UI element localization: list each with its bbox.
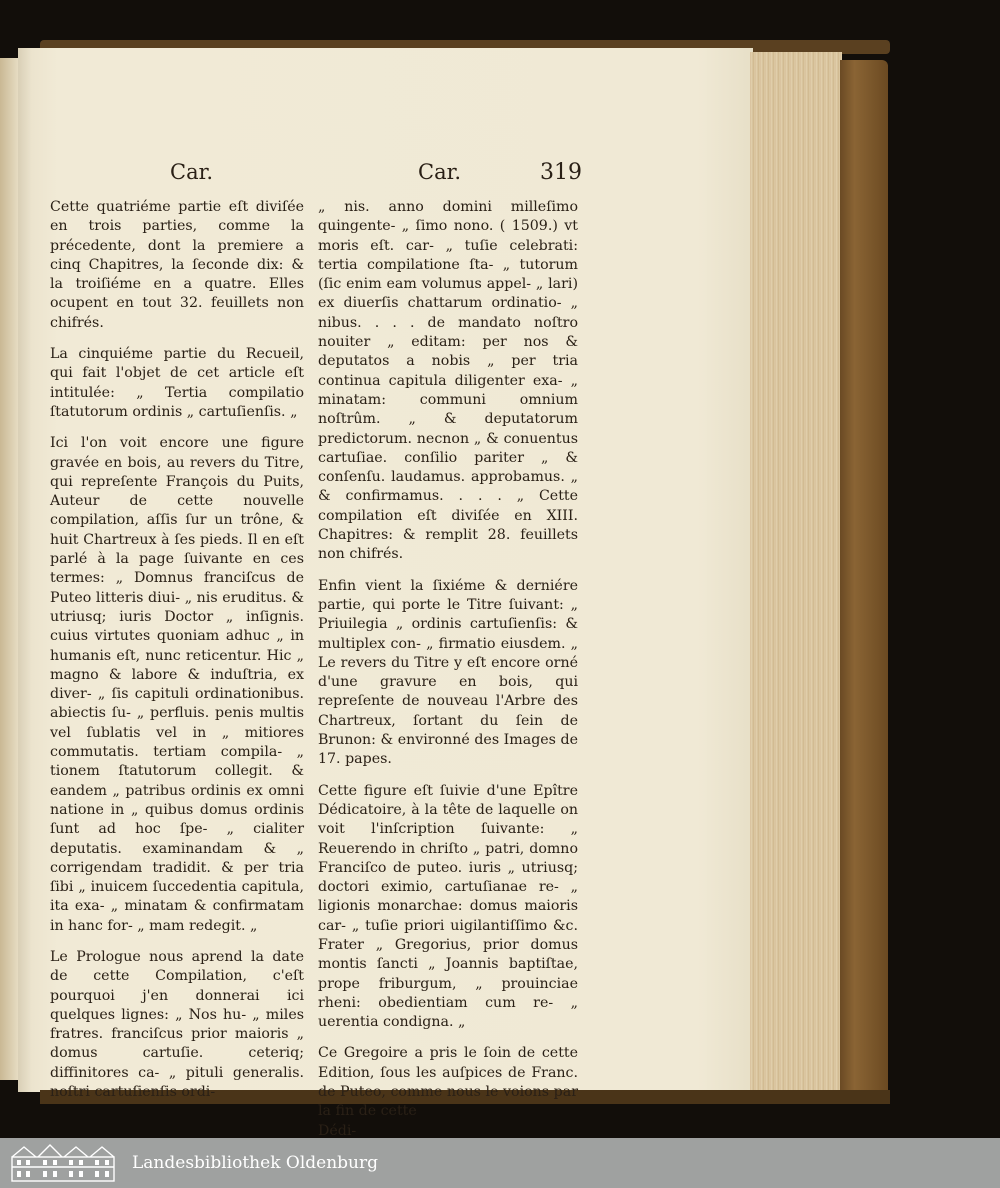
paragraph: Ce Gregoire a pris le ſoin de cette Edition, ſous les auſpices de Franc. de Puteo, comme nous le voions par la fin de cette [318,1045,578,1120]
paragraph: La cinquiéme partie du Recueil, qui fait l'objet de cet article eſt intitulée: „ Tertia compilatio ſtatutorum ordinis „ cartuſienſis. „ [50,346,304,420]
footer-bar [0,1138,1000,1188]
book-cover [840,60,888,1100]
page-fore-edge [750,52,842,1092]
running-head-left: Car. [170,160,213,184]
paragraph: Ici l'on voit encore une figure gravée en bois, au revers du Titre, qui repreſente François du Puits, Auteur de cette nouvelle compilation, aſſis ſur un trône, & huit Chartreux à ſes pieds. Il en eſt parlé à la page ſuivante en ces termes: „ Domnus franciſcus de Puteo litteris diui- „ nis eruditus. & utriusq; iuris Doctor „ inſignis. cuius virtutes quoniam adhuc „ in humanis eſt, nunc reticentur. Hic „ magno & labore & induſtria, ex diver- „ ſis capituli ordinationibus. abiectis ſu- „ perfluis. penis multis vel ſublatis vel in „ mitiores commutatis. tertiam compila- „ tionem ſtatutorum collegit. & eandem „ patribus ordinis ex omni natione in „ quibus domus ordinis ſunt ad hoc ſpe- „ cialiter deputatis. examinandam & „ corrigendam tradidit. & per tria ſibi „ inuicem ſuccedentia capitula, ita exa- „ minatam & confirmatam in hanc for- „ mam redegit. „ [50,435,304,934]
paragraph: Enfin vient la ſixiéme & derniére partie, qui porte le Titre ſuivant: „ Priuilegia „ ordinis cartuſienſis: & multiplex con- „ firmatio eiusdem. „ Le revers du Titre y eſt encore orné d'une gravure en bois, qui repreſente de nouveau l'Arbre des Chartreux, ſortant du ſein de Brunon: & environné des Images de 17. papes. [318,577,578,768]
page-number: 319 [540,160,582,185]
right-column [318,198,578,1138]
library-building-logo [8,1143,118,1183]
paragraph: Le Prologue nous aprend la date de cette Compilation, c'eſt pourquoi j'en donnerai ici quelques lignes: „ Nos hu- „ miles fratres. franciſcus prior maioris „ domus cartuſie. ceteriq; diffinitores ca- „ pituli generalis. noſtri cartuſienſis ordi- [50,948,304,1101]
paragraph: Cette quatriéme partie eſt diviſée en trois parties, comme la précedente, dont la premiere a cinq Chapitres, la ſeconde dix: & la troiſiéme en a quatre. Elles ocupent en tout 32. feuillets non chifrés. [50,199,304,331]
left-page-edge [0,58,18,1080]
paragraph: „ nis. anno domini milleſimo quingente- „ ſimo nono. ( 1509.) vt moris eſt. car- „ tuſie celebrati: tertia compilatione ſta- „ tutorum (ſic enim eam volumus appel- „ lari) ex diuerſis chattarum ordinatio- „ nibus. . . . de mandato noſtro nouiter „ editam: per nos & deputatos a nobis „ per tria continua capitula diligenter exa- „ minatam: communi omnium noſtrûm. „ & deputatorum predictorum. necnon „ & conuentus cartuſiae. conſilio pariter „ & conſenſu. laudamus. approbamus. „ & confirmamus. . . . „ Cette compilation eſt diviſée en XIII. Chapitres: & remplit 28. feuillets non chifrés. [318,199,578,563]
catchword: Dédi- [318,1122,357,1138]
library-name: Landesbibliothek Oldenburg [132,1153,379,1173]
paragraph: Cette figure eſt ſuivie d'une Epître Dédicatoire, à la tête de laquelle on voit l'inſcription ſuivante: „ Reuerendo in chriſto „ patri, domno Franciſco de puteo. iuris „ utriusq; doctori eximio, cartuſianae re- „ ligionis monarchae: domus maioris car- „ tuſie priori uigilantiſſimo &c. Frater „ Gregorius, prior domus montis ſancti „ Joannis baptiſtae, prope friburgum, „ prouinciae rheni: obedientiam cum re- „ uerentia condigna. „ [318,782,578,1031]
running-head-right: Car. [418,160,461,184]
left-column [50,198,304,1114]
